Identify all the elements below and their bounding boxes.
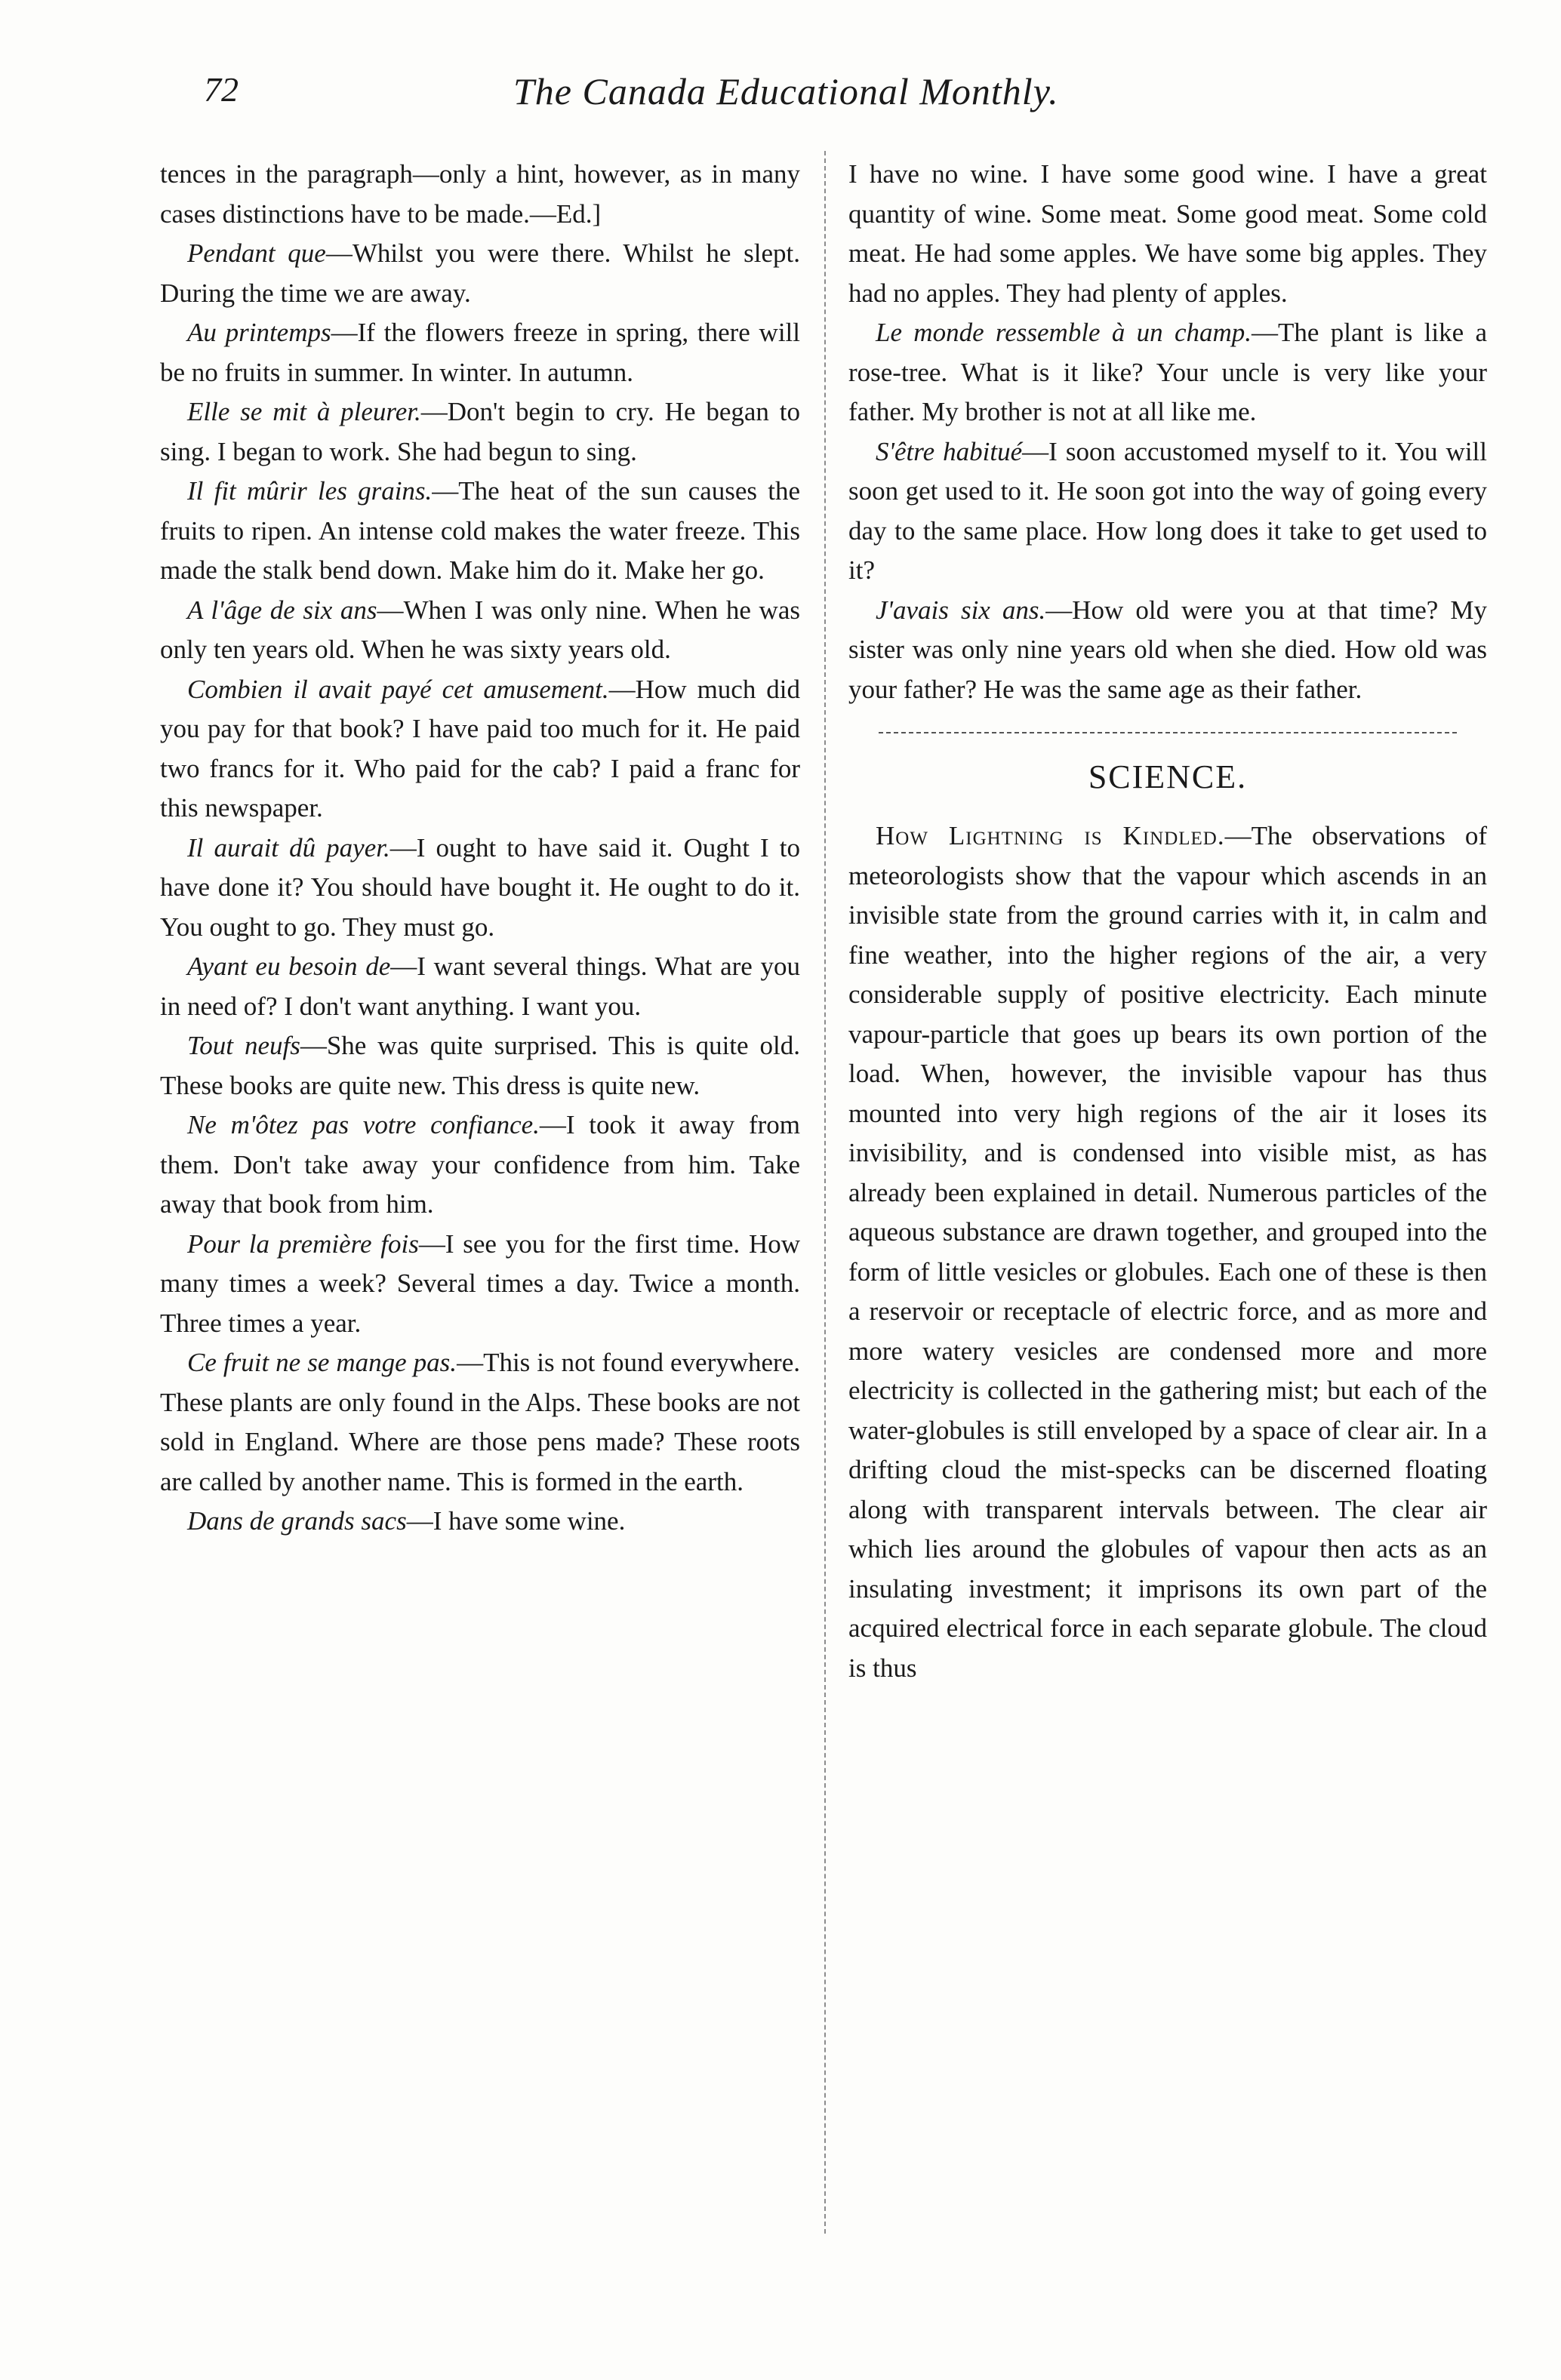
paragraph bbox=[160, 947, 800, 1026]
paragraph-text: —She was quite surprised. This is quite old. These books are quite new. This dress is quite new. bbox=[160, 1031, 800, 1100]
paragraph-text: —Whilst you were there. Whilst he slept. During the time we are away. bbox=[160, 238, 800, 308]
paragraph bbox=[160, 670, 800, 829]
paragraph-lead: J'avais six ans. bbox=[876, 595, 1046, 625]
paragraph bbox=[848, 155, 1487, 313]
section-heading: SCIENCE. bbox=[1088, 758, 1248, 795]
paragraph-text: —How old were you at that time? My sister was only nine years old when she died. How old was your father? He was the same age as their father. bbox=[848, 595, 1487, 704]
paragraph-lead: Combien il avait payé cet amusement. bbox=[187, 674, 609, 704]
paragraph-lead: Ne m'ôtez pas votre confiance. bbox=[187, 1110, 540, 1139]
paragraph bbox=[848, 313, 1487, 432]
paragraph-lead: Il fit mûrir les grains. bbox=[187, 476, 433, 506]
page-number: 72 bbox=[204, 70, 239, 109]
running-title: The Canada Educational Monthly. bbox=[513, 70, 1059, 112]
paragraph-lead: Pour la première fois bbox=[187, 1228, 419, 1259]
paragraph-lead: Ayant eu besoin de bbox=[187, 952, 391, 981]
left-column bbox=[160, 155, 800, 1542]
paragraph bbox=[160, 392, 800, 472]
paragraph bbox=[160, 1502, 800, 1542]
paragraph bbox=[160, 1105, 800, 1225]
paragraph-text: —I took it away from them. Don't take away your confidence from him. Take away that book from him. bbox=[160, 1110, 800, 1219]
paragraph-text: —When I was only nine. When he was only ten years old. When he was sixty years old. bbox=[160, 595, 800, 664]
right-column bbox=[848, 155, 1487, 1688]
paragraph bbox=[160, 155, 800, 234]
science-article-text: —The observations of meteorologists show that the vapour which ascends in an invisible state from the ground carries with it, in calm and fine weather, into the higher regions of the air, a very considerable supply of positive electricity. Each minute vapour-particle that goes up bears its own portion of the load. When, however, the invisible vapour has thus mounted into very high regions of the air it loses its invisibility, and is condensed into visible mist, as has already been explained in detail. Numerous particles of the aqueous substance are drawn together, and grouped into the form of little vesicles or globules. Each one of these is then a reservoir or receptacle of electric force, and as more and more watery vesicles are condensed more and more electricity is collected in the gathering mist; but each of the water-globules is still enveloped by a space of clear air. In a drifting cloud the mist-specks can be discerned floating along with transparent intervals between. The clear air which lies around the globules of vapour then acts as an insulating investment; it imprisons its own part of the acquired electrical force in each separate globule. The cloud is thus bbox=[848, 821, 1487, 1683]
column-rule bbox=[824, 151, 826, 2234]
paragraph-lead: A l'âge de six ans bbox=[187, 595, 377, 625]
paragraph bbox=[160, 1026, 800, 1105]
paragraph-text: —The heat of the sun causes the fruits to ripen. An intense cold makes the water freeze. This made the stalk bend down. Make him do it. Make her go. bbox=[160, 476, 800, 585]
paragraph-lead: Ce fruit ne se mange pas. bbox=[187, 1348, 457, 1377]
paragraph-lead: Tout neufs bbox=[187, 1031, 300, 1060]
science-article-title: How Lightning is Kindled. bbox=[876, 821, 1225, 850]
paragraph bbox=[160, 234, 800, 313]
paragraph bbox=[160, 1343, 800, 1502]
paragraph bbox=[160, 472, 800, 591]
paragraph-lead: Au printemps bbox=[187, 318, 331, 347]
paragraph-text: tences in the paragraph—only a hint, however, as in many cases distinctions have to be made.—Ed.] bbox=[160, 159, 800, 229]
paragraph-text: —This is not found everywhere. These plants are only found in the Alps. These books are not sold in England. Where are those pens made? These roots are called by another name. This is formed in the earth. bbox=[160, 1348, 800, 1496]
paragraph-text: —If the flowers freeze in spring, there will be no fruits in summer. In winter. In autumn. bbox=[160, 318, 800, 387]
paragraph-lead: Le monde ressemble à un champ. bbox=[876, 318, 1252, 347]
paragraph-text: —I ought to have said it. Ought I to have done it? You should have bought it. He ought to do it. You ought to go. They must go. bbox=[160, 832, 800, 942]
page-header bbox=[0, 69, 1561, 137]
paragraph-text: —I want several things. What are you in need of? I don't want anything. I want you. bbox=[160, 952, 801, 1021]
section-divider bbox=[879, 732, 1457, 735]
science-paragraph bbox=[848, 816, 1487, 1688]
paragraph-text: I have no wine. I have some good wine. I have a great quantity of wine. Some meat. Some good meat. Some cold meat. He had some apples. We have some big apples. They had no apples. They had plenty of apples. bbox=[848, 159, 1487, 308]
paragraph bbox=[160, 591, 800, 670]
paragraph bbox=[160, 313, 800, 392]
paragraph bbox=[160, 1225, 800, 1344]
paragraph-text: —I soon accustomed myself to it. You will soon get used to it. He soon got into the way of going every day to the same place. How long does it take to get used to it? bbox=[848, 436, 1487, 585]
paragraph bbox=[160, 829, 800, 948]
paragraph-text: —Don't begin to cry. He began to sing. I began to work. She had begun to sing. bbox=[160, 397, 800, 466]
paragraph-text: —How much did you pay for that book? I have paid too much for it. He paid two francs for it. Who paid for the cab? I paid a franc for this newspaper. bbox=[160, 674, 800, 823]
paragraph-lead: Pendant que bbox=[187, 238, 326, 268]
paragraph-text: —I have some wine. bbox=[406, 1506, 626, 1536]
paragraph bbox=[848, 432, 1487, 591]
paragraph-lead: Dans de grands sacs bbox=[187, 1506, 407, 1536]
paragraph-lead: Il aurait dû payer. bbox=[187, 832, 390, 863]
paragraph-text: —I see you for the first time. How many times a week? Several times a day. Twice a month. Three times a year. bbox=[160, 1228, 800, 1338]
paragraph bbox=[848, 591, 1487, 710]
paragraph-lead: Elle se mit à pleurer. bbox=[187, 397, 421, 426]
paragraph-lead: S'être habitué bbox=[876, 436, 1023, 466]
paragraph-text: —The plant is like a rose-tree. What is it like? Your uncle is very like your father. My brother is not at all like me. bbox=[848, 318, 1487, 426]
